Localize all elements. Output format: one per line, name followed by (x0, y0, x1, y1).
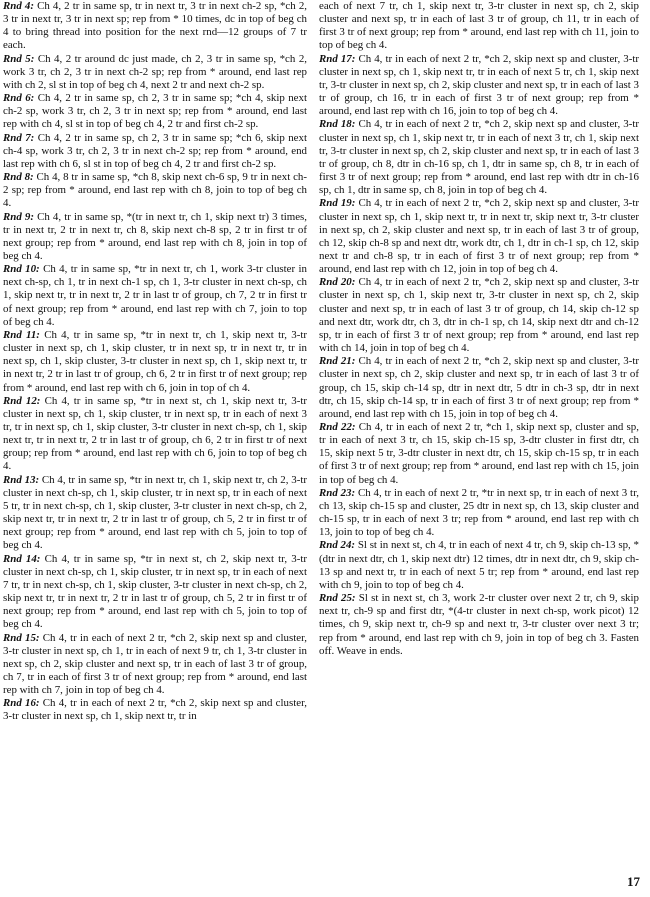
instruction-paragraph (319, 0, 639, 53)
round-text: Ch 4, tr in each of next 2 tr, *ch 2, skip next sp and cluster, 3-tr cluster in next sp, ch 1, skip next tr, tr in each of next 3 tr, ch 1, skip next tr, 3-tr cluster in next sp, ch 2, skip cluster and next sp, tr in each of last 3 tr of group, ch 8, dtr in ch-16 sp, ch 1, dtr in same sp, ch 8, tr in each of first 3 tr of next group; rep from * around, end last rep with dtr in ch-16 sp, ch 1, dtr in same sp, ch 8, join in top of beg ch 4. (319, 118, 639, 197)
instruction-paragraph (3, 632, 307, 698)
instruction-paragraph (3, 474, 307, 553)
instruction-paragraph (3, 92, 307, 131)
round-text: Ch 4, tr in same sp, *tr in next st, ch 2, skip next tr, 3-tr cluster in next ch-sp, ch 1, skip cluster, tr in next sp, tr in each of next 7 tr, tr in next ch-sp, ch 1, skip cluster, 3-tr cluster in next ch-sp, ch 2, skip next tr, tr in next tr, 2 tr in last tr of group, ch 5, 2 tr in first tr of next group; rep from * around, end last rep with ch 5, join to top of beg ch 4. (3, 552, 307, 631)
round-text: Ch 4, tr in each of next 2 tr, *tr in next sp, tr in each of next 3 tr, ch 13, skip ch-15 sp and cluster, 25 dtr in next sp, ch 13, skip cluster and ch-15 sp, tr in each of next 3 tr; rep from * around, end last rep with ch 13, join to top of beg ch 4. (319, 486, 639, 539)
round-label: Rnd 22: (319, 421, 356, 433)
instruction-paragraph (3, 171, 307, 210)
round-text: each of next 7 tr, ch 1, skip next tr, 3-tr cluster in next sp, ch 2, skip cluster and next sp, tr in each of last 3 tr of group, ch 11, tr in each of first 3 tr of next group; rep from * around, end last rep with ch 11, join to top of beg ch 4. (319, 0, 639, 52)
round-text: Ch 4, tr in same sp, *tr in next tr, ch 1, skip next tr, ch 2, 3-tr cluster in next ch-sp, ch 1, skip cluster, tr in next sp, tr in each of next 5 tr, tr in next ch-sp, ch 1, skip cluster, 3-tr cluster in next ch-sp, ch 2, skip next tr, tr in next tr, 2 tr in last tr of group, ch 5, 2 tr in first tr of next group; rep from * around, end last rep with ch 5, join to top of beg ch 4. (3, 473, 307, 552)
round-text: Ch 4, tr in each of next 2 tr, *ch 2, skip next sp and cluster, 3-tr cluster in next sp, ch 1, skip next tr, tr in (3, 697, 308, 723)
round-text: Ch 4, tr in each of next 2 tr, *ch 2, skip next sp and cluster, 3-tr cluster in next sp, ch 1, tr in each of next 9 tr, ch 1, 3-tr cluster in next sp, ch 2, skip cluster and next sp, tr in each of last 3 tr of group, ch 7, tr in each of first 3 tr of next group; rep from * around, end last rep with ch 7, join in top of beg ch 4. (3, 631, 308, 697)
round-text: Ch 4, tr in same sp, *(tr in next tr, ch 1, skip next tr) 3 times, tr in next tr, 2 tr in next tr, ch 8, skip next ch-8 sp, 2 tr in first tr of next group; rep from * around, end last rep with ch 8, join in top of beg ch 4. (3, 210, 308, 262)
round-text: Ch 4, 2 tr in same sp, ch 2, 3 tr in same sp; *ch 6, skip next ch-4 sp, work 3 tr, ch 2, 3 tr in next ch-2 sp; rep from * around, end last rep with ch 6, sl st in top of beg ch 4, 2 tr and first ch-2 sp. (3, 131, 307, 170)
round-text: Ch 4, tr in each of next 2 tr, *ch 2, skip next sp and cluster, 3-tr cluster in next sp, ch 1, skip next tr, tr in next tr, skip next tr, 3-tr cluster in next sp, ch 2, skip cluster and next sp, tr in each of last 3 tr of group, ch 12, skip ch-8 sp and next dtr, work dtr, ch 1, dtr in ch-1 sp, ch 12, skip next tr and ch-8 sp, tr in each of first 3 tr of next group; rep from * around, end last rep with ch 12, join in top of beg ch 4. (319, 197, 639, 276)
round-label: Rnd 6: (3, 92, 35, 105)
instruction-paragraph (3, 132, 307, 171)
instruction-paragraph (319, 487, 639, 540)
instruction-paragraph (3, 329, 307, 395)
round-label: Rnd 10: (3, 263, 40, 276)
round-label: Rnd 23: (319, 486, 356, 499)
instruction-paragraph (3, 53, 307, 92)
instruction-paragraph (3, 211, 307, 264)
round-label: Rnd 21: (319, 355, 356, 368)
round-label: Rnd 20: (319, 276, 356, 289)
round-label: Rnd 5: (3, 52, 35, 65)
instruction-paragraph (3, 263, 307, 329)
round-label: Rnd 13: (3, 473, 40, 486)
round-label: Rnd 24: (319, 539, 356, 552)
page-number: 17 (627, 874, 640, 889)
left-column (3, 0, 307, 724)
round-text: Ch 4, tr in same sp, *tr in next tr, ch 1, work 3-tr cluster in next ch-sp, ch 1, tr in next ch-1 sp, ch 1, 3-tr cluster in next ch-sp, ch 1, skip next tr, tr in next tr, 2 tr in last tr of group, ch 7, 2 tr in first tr of next group; rep from * around, end last rep with ch 7, join to top of beg ch 4. (3, 263, 307, 328)
instruction-paragraph (319, 355, 639, 421)
round-label: Rnd 17: (319, 52, 356, 65)
instruction-paragraph (3, 697, 307, 723)
round-label: Rnd 4: (3, 0, 34, 12)
round-text: Ch 4, tr in each of next 2 tr, *ch 1, skip next sp, cluster and sp, tr in each of next 3 tr, ch 15, skip ch-15 sp, 3-dtr cluster in first dtr, ch 15, skip next 5 tr, 3-dtr cluster in next dtr, ch 15, skip ch-15 sp, tr in each of first 3 tr of next group; rep from * around, end last rep with ch 15, join in top of beg ch 4. (319, 421, 639, 486)
instruction-paragraph (3, 0, 307, 53)
round-text: Ch 4, 2 tr in same sp, ch 2, 3 tr in same sp; *ch 4, skip next ch-2 sp, work 3 tr, ch 2, 3 tr in next sp; rep from * around, end last rep with ch 4, sl st in top of beg ch 4, 2 tr and first ch-2 sp. (3, 92, 307, 131)
instruction-paragraph (319, 539, 639, 592)
instruction-paragraph (319, 421, 639, 487)
round-text: Ch 4, tr in each of next 2 tr, *ch 2, skip next sp and cluster, 3-tr cluster in next sp, ch 2, skip cluster and next sp, tr in each of last 3 tr of group, ch 15, skip ch-14 sp, dtr in next dtr, 5 dtr in ch-3 sp, dtr in next dtr, ch 15, skip ch-14 sp, tr in each of first 3 tr of next group; rep from * around, end last rep with ch 15, join in top of beg ch 4. (319, 355, 639, 420)
round-text: Ch 4, tr in each of next 2 tr, *ch 2, skip next sp and cluster, 3-tr cluster in next sp, ch 1, skip next tr, tr in each of next 5 tr, ch 1, skip next tr, 3-tr cluster in next sp, ch 2, skip cluster and next sp, tr in each of last 3 tr of group, ch 16, tr in each of first 3 tr of next group; rep from * around, end last rep with ch 16, join to top of beg ch 4. (319, 52, 639, 118)
round-text: Ch 4, 8 tr in same sp, *ch 8, skip next ch-6 sp, 9 tr in next ch-2 sp; rep from * around, end last rep with ch 8, join to top of beg ch 4. (3, 171, 307, 210)
round-label: Rnd 8: (3, 171, 34, 184)
instruction-paragraph (3, 395, 307, 474)
round-label: Rnd 14: (3, 552, 41, 565)
round-label: Rnd 9: (3, 210, 34, 223)
round-label: Rnd 16: (3, 697, 40, 710)
instruction-paragraph (319, 118, 639, 197)
round-text: Sl st in next st, ch 4, tr in each of next 4 tr, ch 9, skip ch-13 sp, *(dtr in next dtr, ch 1, skip next dtr) 12 times, dtr in next dtr, ch 9, skip ch-13 sp and next tr, tr in each of next 5 tr; rep from * around, end last rep with ch 9, join to top of beg ch 4. (319, 539, 639, 591)
round-label: Rnd 7: (3, 131, 35, 144)
round-label: Rnd 15: (3, 631, 40, 644)
round-text: Ch 4, tr in same sp, *tr in next st, ch 1, skip next tr, 3-tr cluster in next sp, ch 1, skip cluster, tr in next sp, tr in each of next 3 tr, tr in next sp, ch 1, skip cluster, 3-tr cluster in next ch-sp, ch 1, skip next tr, tr in next tr, 2 tr in last tr of group, ch 6, 2 tr in first tr of next group; rep from * around, end last rep with ch 6, join to top of beg ch 4. (3, 394, 307, 473)
round-text: Sl st in next st, ch 3, work 2-tr cluster over next 2 tr, ch 9, skip next tr, ch-9 sp and first dtr, *(4-tr cluster in next ch-sp, work picot) 12 times, ch 9, skip next tr, ch-9 sp and next tr, 3-tr cluster over next 3 tr; rep from * around, end last rep with ch 9, join in top of beg ch 3. Fasten off. Weave in ends. (319, 592, 639, 657)
round-label: Rnd 18: (319, 118, 356, 131)
instruction-paragraph (3, 553, 307, 632)
round-text: Ch 4, 2 tr around dc just made, ch 2, 3 tr in same sp, *ch 2, work 3 tr, ch 2, 3 tr in next ch-2 sp; rep from * around, end last rep with ch 2, sl st in top of beg ch 4, next 2 tr and next ch-2 sp. (3, 52, 307, 91)
round-text: Ch 4, tr in each of next 2 tr, *ch 2, skip next sp and cluster, 3-tr cluster in next sp, ch 1, skip next tr, 3-tr cluster in next sp, ch 2, skip cluster and next sp, tr in each of last 3 tr of group, ch 14, skip ch-12 sp and next dtr, work dtr, ch 3, dtr in ch-1 sp, ch 14, skip next dtr and ch-12 sp, tr in each of first 3 tr of next group; rep from * around, end last rep with ch 14, join in top of beg ch 4. (319, 276, 639, 355)
round-label: Rnd 11: (3, 328, 40, 341)
round-label: Rnd 25: (319, 592, 356, 605)
round-label: Rnd 12: (3, 394, 41, 407)
instruction-paragraph (319, 53, 639, 119)
right-column (319, 0, 639, 658)
instruction-paragraph (319, 592, 639, 658)
instruction-paragraph (319, 197, 639, 276)
round-text: Ch 4, 2 tr in same sp, tr in next tr, 3 tr in next ch-2 sp, *ch 2, 3 tr in next tr, 3 tr in next sp; rep from * 10 times, dc in top of beg ch 4 to bring thread into position for the next rnd—12 groups of 7 tr each. (3, 0, 307, 52)
round-text: Ch 4, tr in same sp, *tr in next tr, ch 1, skip next tr, 3-tr cluster in next sp, ch 1, skip cluster, tr in next sp, tr in next tr, tr in next sp, ch 1, skip cluster, 3-tr cluster in next sp, ch 1, skip next tr, tr in next tr, 2 tr in last tr of group, ch 6, 2 tr in first tr of next group; rep from * around, end last rep with ch 6, join in top of ch 4. (3, 328, 307, 394)
instruction-paragraph (319, 276, 639, 355)
round-label: Rnd 19: (319, 197, 356, 210)
